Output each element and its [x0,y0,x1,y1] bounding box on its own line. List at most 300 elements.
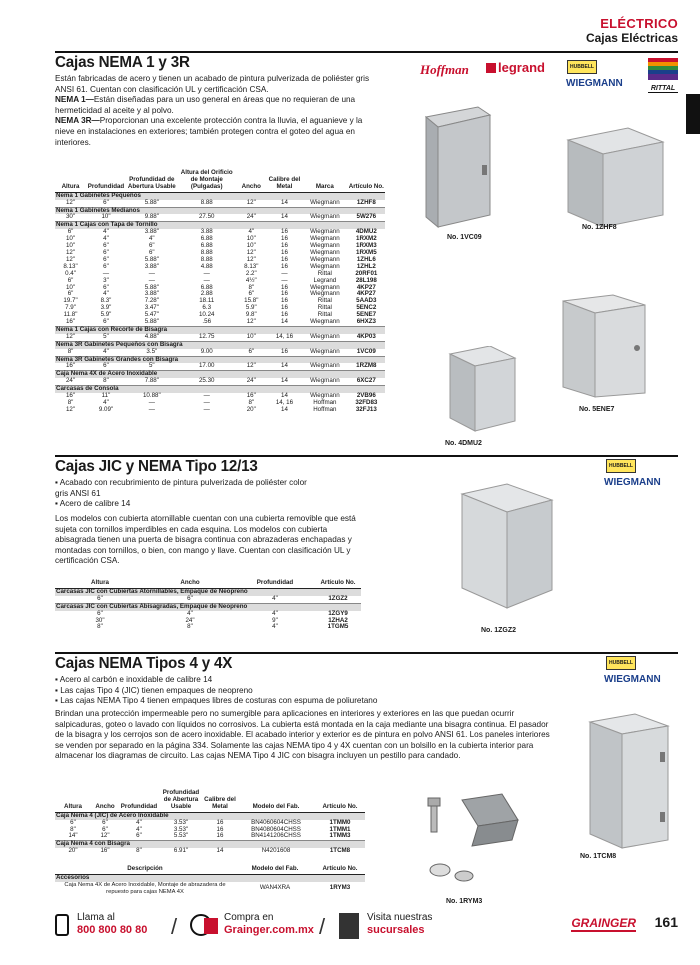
table-cell: 4" [136,818,142,826]
table-cell: Wiegmann [310,262,340,270]
table-cell: 5.88" [144,283,159,291]
table-cell: 12" [246,318,256,326]
table-cell: 32FJ13 [355,405,377,413]
table-cell: 8.13" [244,262,259,270]
enclosure-image [553,293,653,401]
group-label: Carcasas JIC con Cubiertas Abisagradas, Empaque de Neopreno [55,603,361,610]
table-cell: .56 [202,318,212,326]
enclosure-image [558,120,673,230]
group-label: Nema 3R Gabinetes Pequeños con Bisagra [55,341,385,348]
bullet-item: ▪ Acero de calibre 14 [55,499,131,509]
table-cell: 14, 16 [275,332,294,340]
store-icon [339,913,359,939]
table-cell: 8" [248,399,255,406]
table-cell: 6" [103,262,109,270]
divider-slash: / [319,914,326,939]
table-cell: 20" [246,405,256,413]
table-cell: Wiegmann [310,362,340,370]
table-cell: 16 [281,262,288,270]
table-cell: 17.00 [198,362,215,370]
footer-phone-block [55,912,147,936]
page-footer [55,912,678,952]
table-cell: 3.47" [144,304,159,312]
table-cell: 4" [272,609,278,617]
product-image-1zhf8 [558,120,673,235]
page-number: 161 [654,914,678,930]
table-cell: 9" [272,616,278,624]
table-cell: 5W276 [356,213,377,221]
table-cell: 14 [281,377,288,385]
table-cell: 8.3" [100,297,112,305]
table-cell: 10" [101,213,111,221]
table-cell: 14 [281,392,288,400]
table-cell: 14, 16 [275,399,294,406]
table-cell: 6" [187,594,193,602]
table-cell: 6" [103,362,109,370]
table-cell: 15.8" [244,297,259,305]
bullet-text: Acabado con recubrimiento de pintura pulverizada de poliéster color gris ANSI 61 [55,478,307,498]
table-cell: Wiegmann [310,248,340,256]
nema1-label: NEMA 1— [55,95,94,105]
col-header: Descripción [55,866,235,874]
table-cell: 4KP27 [356,283,376,291]
table-cell: Rittal [317,311,332,319]
enclosure-image [452,480,562,615]
table-cell: BN4080604CHSS [251,825,301,833]
wiegmann-logo: WIEGMANN [566,78,623,89]
table-cell: 1ZGY9 [328,609,348,617]
caption-1rym3: No. 1RYM3 [446,898,483,905]
table-cell: 14" [68,832,78,840]
table-cell: 6.91" [173,847,189,855]
table-cell: 6" [70,818,76,826]
bullet-item: ▪ Las cajas NEMA Tipo 4 tienen empaques libres de costuras con espuma de poliuretano [55,696,378,706]
table-cell: 10.24 [198,311,215,319]
accessories-table [55,866,365,896]
sec3-body: Brindan una protección impermeable pero no sumergible para aplicaciones en interiores y exteriores en las que puedan ocurrir salpicaduras, goteo o lavado con líquidos no corrosivos. La cubierta está montada en la caja mediante una bisagra continua. El pasador de la bisagra y los cerrojos son de acero inoxidable. El acabado interior y exterior es de pintura en polvo ANSI 61. Los paneles interiores se venden por separado en la página 334. Solamente las cajas NEMA tipo 4 y 4X cuentan con un bolsillo en la cubierta interior para almacenar los diagramas de circuito. Las cajas NEMA Tipo 4 JIC con bisagra incluyen un pestillo para candado. [55,709,550,761]
nema4-table [55,790,365,855]
table-cell: 14 [281,405,288,413]
rittal-logo-text: RITTAL [648,85,678,93]
table-cell: 6" [103,248,109,256]
table-cell: 6" [148,242,155,250]
table-cell: 4" [248,228,255,236]
table-cell: 12" [100,832,110,840]
table-cell: 10.88" [142,392,161,400]
table-cell: 24" [185,616,195,624]
enclosure-image [430,346,520,436]
table-cell: 3.88" [144,290,159,298]
group-label: Accesorios [55,874,365,881]
mounting-bracket-image [422,790,542,890]
table-cell: BN4141206CHSS [251,832,301,840]
table-cell: 6.88 [200,235,213,243]
table-cell: 24" [65,377,76,385]
table-cell: 12" [246,248,256,256]
group-label: Nema 1 Gabinetes Medianos [55,207,385,214]
branches-label: sucursales [367,924,425,936]
phone-number[interactable]: 800 800 80 80 [77,924,148,936]
col-header: Profundidad de Abertura Usable [126,170,178,192]
table-cell: 6" [103,242,109,250]
bullet-item: ▪ Acabado con recubrimiento de pintura pulverizada de poliéster color gris ANSI 61 [55,478,307,498]
table-cell: 8.88 [200,198,213,206]
table-cell: Rittal [317,304,332,312]
table-cell: 1TMM1 [329,825,351,833]
table-cell: 4.88 [200,262,213,270]
table-cell: 1TGM5 [327,623,349,631]
table-cell: 6" [103,255,109,263]
product-image-1tcm8 [580,712,680,857]
nema3r-text: Proporcionan una excelente protección contra la lluvia, el aguanieve y la nieve en instalaciones en exteriores; también protegen contra el goteo del agua en interiores. [55,116,363,147]
table-cell: 25.30 [198,377,215,385]
table-cell: Rittal [317,269,332,277]
table-cell: 6XC27 [356,377,376,385]
table-cell: 4" [103,235,109,243]
grainger-logo: GRAINGER [571,916,636,930]
table-cell: 16" [100,847,110,855]
nema1-text: Están diseñadas para un uso general en áreas que no requieran de una hermeticidad al aceite y al polvo. [55,95,356,115]
table-body [55,812,365,855]
table-cell: 16 [281,242,288,250]
call-label: Llama al [77,912,115,923]
table-cell: 7.88" [144,377,159,385]
table-cell: 12" [246,362,256,370]
table-cell: 16 [281,297,288,305]
section-rule [55,652,678,654]
table-cell: 16 [281,235,288,243]
bullet-text: Las cajas NEMA Tipo 4 tienen empaques libres de costuras con espuma de poliuretano [60,696,378,706]
table-cell: 0.4" [65,269,76,277]
table-cell: Wiegmann [310,198,340,206]
nema3r-label: NEMA 3R— [55,116,100,126]
table-cell: 16 [281,248,288,256]
caption-4dmu2: No. 4DMU2 [445,440,482,447]
table-cell: 9.88" [144,213,159,221]
table-cell: 6" [103,283,109,291]
table-cell: 8" [70,825,76,833]
table-cell: 10" [246,235,256,243]
table-cell: 4" [103,399,109,406]
table-cell: — [203,269,210,277]
table-cell: 8" [97,623,103,631]
group-label: Carcasas de Consola [55,386,385,393]
table-cell: 1ZGZ2 [328,594,348,602]
table-cell: 4DMU2 [355,228,377,236]
table-cell: 1ZHL6 [356,255,376,263]
table-cell: 3.9" [100,304,112,312]
col-header: Modelo del Fab. [235,866,315,874]
table-cell: 20RF01 [355,269,378,277]
sec3-bullets [55,675,475,707]
section-tab [686,94,700,134]
product-image-1vc09 [418,105,498,235]
visit-label: Visita nuestras [367,912,433,923]
table-cell: 5AAD3 [356,297,377,305]
footer-branch-block [339,912,432,936]
table-cell: 6.88 [200,242,213,250]
col-header: Artículo No. [315,790,365,812]
subcategory-title: Cajas Eléctricas [585,31,678,45]
table-cell: 12.75 [198,332,215,340]
legrand-logo-text: legrand [498,60,545,75]
table-cell: 3.5" [146,347,158,355]
table-row [55,349,385,356]
table-cell: 8" [103,377,109,385]
table-cell: 4KP03 [356,332,376,340]
website-link[interactable]: Grainger.com.mx [224,924,314,936]
legrand-mark-icon [486,63,496,73]
category-header [586,16,678,45]
product-image-1rym3 [422,790,542,895]
table-cell: Wiegmann [310,213,340,221]
table-cell: 10" [246,242,256,250]
table-cell: 11.8" [63,311,78,319]
bullet-item: ▪ Las cajas Tipo 4 (JIC) tienen empaques de neopreno [55,685,253,695]
table-cell: 1RYM3 [329,884,351,892]
table-cell: Wiegmann [310,332,340,340]
table-row [55,882,365,896]
table-cell: 6HXZ3 [356,318,376,326]
col-header: Profundidad [235,580,315,588]
table-cell: Wiegmann [310,392,340,400]
table-cell: Wiegmann [310,290,340,298]
table-cell: 1ZHA2 [328,616,348,624]
table-cell: 1ZHF8 [356,198,376,206]
table-cell: 4" [103,228,109,236]
table-cell: 5.53" [173,832,189,840]
table-cell: 1RXM2 [356,235,377,243]
col-header: Calibre del Metal [267,170,302,192]
table-cell: 8" [187,623,193,631]
product-image-4dmu2 [430,346,520,441]
table-cell: 1ZHL2 [356,262,376,270]
section-rule [55,51,678,53]
table-cell: 16" [246,392,256,400]
table-cell: 4" [136,825,142,833]
table-cell: 28L198 [355,276,377,284]
table-cell: 2.2" [245,269,257,277]
wiegmann-logo: WIEGMANN [604,674,661,685]
table-cell: 6" [67,276,74,284]
table-row [55,848,365,855]
table-cell: 6" [97,594,103,602]
table-row [55,624,361,631]
table-cell: 8" [67,347,74,355]
table-cell: 6.88 [200,283,213,291]
col-header: Modelo del Fab. [237,790,315,812]
table-cell: 3.88 [200,228,213,236]
table-cell: 1RZM8 [356,362,377,370]
table-cell: Wiegmann [310,242,340,250]
table-cell: 27.50 [198,213,215,221]
table-cell: Wiegmann [310,347,340,355]
table-cell: 4" [103,290,109,298]
table-cell: 16 [216,825,224,833]
table-cell: Wiegmann [310,235,340,243]
table-cell: 24" [246,213,256,221]
bullet-text: Las cajas Tipo 4 (JIC) tienen empaques de neopreno [60,685,253,695]
table-cell: 5.9" [100,311,112,319]
table-body [55,588,361,631]
table-cell: — [148,276,155,284]
col-header: Ancho [145,580,235,588]
table-cell: 12" [65,198,76,206]
table-cell: 3.88" [144,262,159,270]
hubbell-logo: HUBBELL [606,459,636,473]
table-cell: 24" [246,377,256,385]
rittal-logo [648,58,678,92]
table-cell: 5" [103,332,109,340]
col-header: Profundidad de Abertura Usable [159,790,203,812]
buy-label: Compra en [224,912,274,923]
section-title-nema4-4x: Cajas NEMA Tipos 4 y 4X [55,655,233,672]
table-cell: — [203,392,210,400]
table-cell: 5.88" [144,255,159,263]
category-title: ELÉCTRICO [600,16,678,31]
group-label: Caja Nema 4X de Acero Inoxidable [55,371,385,378]
table-cell: Legrand [313,276,337,284]
group-label: Caja Nema 4 (JIC) de Acero Inoxidable [55,812,365,819]
sec1-intro: Están fabricadas de acero y tienen un acabado de pintura pulverizada de poliéster gris ANSI 61. Cuentan con clasificación UL y certificación CSA. [55,74,370,94]
table-cell: 1TMM0 [329,818,351,826]
table-cell: 5" [148,362,155,370]
table-cell: 5.88" [144,198,159,206]
table-cell: 6" [103,198,109,206]
table-cell: 30" [65,213,76,221]
table-cell: 4" [272,623,278,631]
table-cell: 8" [136,847,142,855]
col-header: Artículo No. [315,580,361,588]
sec2-body: Los modelos con cubierta atornillable cuentan con una cubierta removible que está sujeta con tornillos imperdibles en cada esquina. Los modelos con cubierta abisagrada tienen una puerta de bisagra continua con abrazaderas enchapadas y montadas con tornillos, o bien, con mango y llave. Cuentan con clasificación UL y certificación CSA. [55,514,356,566]
footer-web-block [190,912,314,936]
table-cell: 16 [216,818,224,826]
table-cell: — [281,276,288,284]
table-cell: BN4060604CHSS [251,818,301,826]
table-row [55,200,385,207]
table-cell: 1RXM5 [356,248,377,256]
hubbell-logo: HUBBELL [606,656,636,670]
table-cell: N4201608 [261,847,291,855]
table-cell: — [203,399,210,406]
caption-5ene7: No. 5ENE7 [579,406,615,413]
sec2-bullets [55,478,315,510]
table-cell: 1TCM8 [329,847,351,855]
table-cell: 10" [65,283,76,291]
section-title-jic-nema12: Cajas JIC y NEMA Tipo 12/13 [55,458,258,475]
col-header: Ancho [91,790,119,812]
table-cell: Wiegmann [310,255,340,263]
table-cell: 3.88" [144,228,159,236]
table-cell: 6" [148,248,155,256]
bullet-text: Acero al carbón e inoxidable de calibre 14 [59,675,213,684]
table-cell: — [281,269,288,277]
rittal-stripes-icon [648,58,678,80]
table-cell: 16" [65,362,76,370]
divider-slash: / [171,914,178,939]
table-cell: 8.88 [200,255,213,263]
table-cell: 16 [281,228,288,236]
table-cell: 12" [65,255,76,263]
product-image-5ene7 [553,293,653,406]
table-cell: — [102,269,110,277]
legrand-logo [486,60,545,75]
nema1-3r-table [55,170,385,414]
table-cell: 4.88" [144,332,159,340]
table-cell: — [203,405,210,413]
section-title-nema1-3r: Cajas NEMA 1 y 3R [55,54,190,71]
table-cell: 3" [103,276,109,284]
table-row [55,407,385,414]
bullet-text: Acero de calibre 14 [59,499,131,509]
table-cell: Wiegmann [310,283,340,291]
table-cell: 16 [281,283,288,291]
table-cell: 4" [103,347,109,355]
col-header: Artículo No. [348,170,385,192]
caption-1vc09: No. 1VC09 [447,234,482,241]
sec1-description [55,74,375,148]
group-label: Caja Nema 4 con Bisagra [55,841,365,848]
table-cell: 16" [65,392,76,400]
product-image-1zgz2 [452,480,562,620]
table-cell: 14 [281,362,288,370]
table-cell: 11" [101,392,111,400]
caption-1zgz2: No. 1ZGZ2 [481,627,517,634]
table-group-row [55,874,365,881]
col-header: Altura [55,790,91,812]
caption-1tcm8: No. 1TCM8 [580,853,617,860]
table-cell: — [148,405,155,413]
table-cell: 2VB96 [356,392,376,400]
col-header: Marca [302,170,348,192]
table-body [55,192,385,414]
table-cell: Hoffman [313,405,337,413]
group-label: Nema 3R Gabinetes Grandes con Bisagra [55,356,385,363]
table-cell: 9.8" [245,311,257,319]
table-cell: Hoffman [313,399,337,406]
table-cell: 14 [216,847,224,855]
wiegmann-logo: WIEGMANN [604,477,661,488]
table-cell: 14 [281,213,288,221]
table-cell: 12" [65,405,76,413]
table-cell: 10" [246,332,256,340]
col-header: Profundidad [86,170,126,192]
table-cell: 6" [248,290,255,298]
col-header: Artículo No. [315,866,365,874]
table-cell: 7.9" [65,304,76,312]
table-cell: 16 [281,311,288,319]
table-cell: 7.28" [144,297,159,305]
col-header: Ancho [236,170,267,192]
col-header: Altura [55,170,86,192]
table-cell: 8.88 [200,248,213,256]
table-cell: 9.09" [98,405,114,413]
group-label: Nema 1 Gabinetes Pequeños [55,192,385,199]
group-label: Nema 1 Cajas con Recorte de Bisagra [55,326,385,333]
table-cell: 6" [67,228,74,236]
table-cell: 16" [65,318,76,326]
jic-table [55,580,361,631]
phone-icon [55,914,69,936]
table-cell: 6.3 [202,304,212,312]
table-cell: 6" [67,290,74,298]
table-cell: 12" [65,332,76,340]
table-cell: 16 [281,347,288,355]
table-cell: 6" [136,832,142,840]
table-cell: 32FD83 [355,399,378,406]
table-cell: 3.53" [173,818,189,826]
table-cell: 5.47" [144,311,159,319]
